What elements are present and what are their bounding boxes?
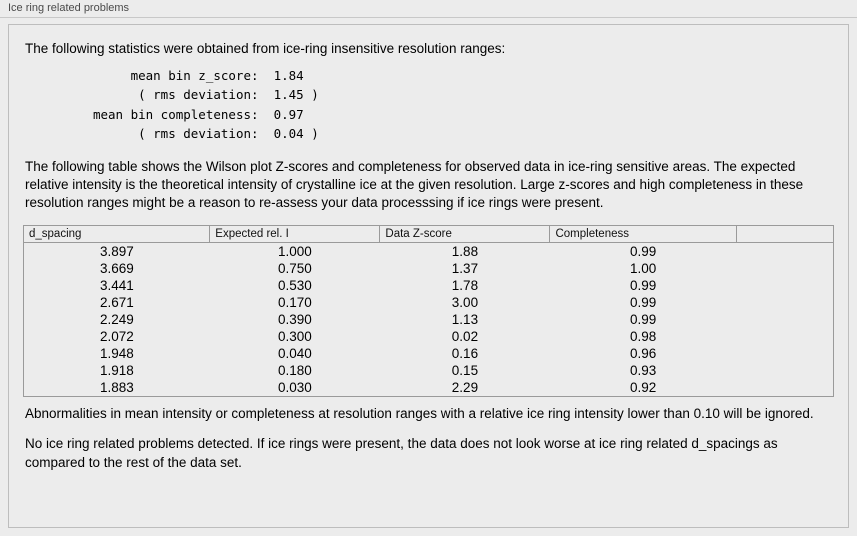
stat-row bbox=[61, 105, 834, 124]
cell-completeness: 0.99 bbox=[629, 294, 657, 310]
cell-spacer bbox=[736, 260, 833, 277]
table-row bbox=[24, 345, 834, 362]
cell-d-spacing: 2.671 bbox=[100, 294, 134, 310]
window-titlebar bbox=[0, 0, 857, 18]
stat-label: mean bin z_score bbox=[130, 68, 251, 83]
table-row bbox=[24, 379, 834, 397]
stat-label: ( rms deviation bbox=[138, 126, 251, 142]
statistics-block bbox=[23, 66, 834, 144]
stat-value: 0.97 bbox=[273, 106, 304, 122]
cell-completeness: 0.93 bbox=[629, 362, 657, 378]
cell-spacer bbox=[736, 362, 833, 379]
cell-data-z-score: 0.16 bbox=[451, 345, 479, 361]
cell-expected-rel-i: 0.180 bbox=[277, 362, 312, 378]
column-header-data-z-score: Data Z-score bbox=[380, 225, 550, 242]
cell-spacer bbox=[736, 277, 833, 294]
stat-sep: : bbox=[251, 87, 259, 103]
stat-value: 1.84 bbox=[273, 68, 304, 83]
cell-d-spacing: 3.669 bbox=[100, 260, 134, 276]
cell-expected-rel-i: 0.390 bbox=[277, 311, 312, 327]
table-row bbox=[24, 328, 834, 345]
column-header-expected-rel-i: Expected rel. I bbox=[210, 225, 380, 242]
report-content-panel bbox=[8, 24, 849, 528]
cell-data-z-score: 1.78 bbox=[451, 277, 479, 293]
cell-completeness: 0.92 bbox=[629, 379, 657, 395]
stat-value: 1.45 ) bbox=[273, 87, 319, 103]
cell-data-z-score: 2.29 bbox=[451, 379, 479, 395]
stat-sep: : bbox=[251, 126, 259, 142]
cell-completeness: 1.00 bbox=[629, 260, 657, 276]
table-row bbox=[24, 362, 834, 379]
cell-d-spacing: 1.948 bbox=[100, 345, 134, 361]
cell-expected-rel-i: 0.040 bbox=[277, 345, 312, 361]
cell-spacer bbox=[736, 345, 833, 362]
stat-row bbox=[61, 124, 834, 143]
table-body bbox=[24, 242, 834, 396]
cell-d-spacing: 1.918 bbox=[100, 362, 134, 378]
cell-spacer bbox=[736, 379, 833, 397]
cell-expected-rel-i: 0.030 bbox=[277, 379, 312, 395]
cell-d-spacing: 1.883 bbox=[100, 379, 134, 395]
cell-data-z-score: 1.37 bbox=[451, 260, 479, 276]
column-header-spacer bbox=[736, 225, 833, 242]
cell-data-z-score: 1.13 bbox=[451, 311, 479, 327]
table-header-row bbox=[24, 225, 834, 242]
stat-label: mean bin completeness bbox=[92, 106, 251, 122]
cell-d-spacing: 3.897 bbox=[100, 243, 134, 259]
stat-sep: : bbox=[251, 68, 259, 83]
cell-d-spacing: 2.249 bbox=[100, 311, 134, 327]
cell-completeness: 0.98 bbox=[629, 328, 657, 344]
table-row bbox=[24, 294, 834, 311]
cell-expected-rel-i: 0.300 bbox=[277, 328, 312, 344]
cell-spacer bbox=[736, 242, 833, 260]
stat-row bbox=[61, 66, 834, 85]
cell-expected-rel-i: 0.530 bbox=[277, 277, 312, 293]
stat-sep: : bbox=[251, 106, 259, 122]
cell-data-z-score: 0.15 bbox=[451, 362, 479, 378]
cell-expected-rel-i: 0.750 bbox=[277, 260, 312, 276]
cell-completeness: 0.96 bbox=[629, 345, 657, 361]
column-header-d-spacing: d_spacing bbox=[24, 225, 210, 242]
table-row bbox=[24, 242, 834, 260]
column-header-completeness: Completeness bbox=[550, 225, 736, 242]
cell-spacer bbox=[736, 311, 833, 328]
cell-d-spacing: 3.441 bbox=[100, 277, 134, 293]
description-text: The following table shows the Wilson plot Z-scores and completeness for observed data in ice-ring sensitive areas. The expected relative intensity is the theoretical intensity of crystalline ice at the given resolution. Large z-scores and high completeness in these resolution ranges might be a reason to re-assess your data processsing if ice rings were present. bbox=[25, 158, 804, 211]
table-row bbox=[24, 311, 834, 328]
intro-text: The following statistics were obtained from ice-ring insensitive resolution ranges: bbox=[25, 41, 506, 56]
cell-completeness: 0.99 bbox=[629, 311, 657, 327]
ice-ring-table bbox=[23, 225, 834, 397]
cell-data-z-score: 3.00 bbox=[451, 294, 479, 310]
cell-completeness: 0.99 bbox=[629, 243, 657, 259]
note-abnormalities: Abnormalities in mean intensity or completeness at resolution ranges with a relative ice ring intensity lower than 0.10 will be ignored. bbox=[25, 405, 814, 421]
cell-d-spacing: 2.072 bbox=[100, 328, 134, 344]
cell-data-z-score: 1.88 bbox=[451, 243, 479, 259]
table-row bbox=[24, 277, 834, 294]
cell-expected-rel-i: 0.170 bbox=[277, 294, 312, 310]
cell-expected-rel-i: 1.000 bbox=[277, 243, 312, 259]
window-title: Ice ring related problems bbox=[8, 2, 130, 14]
stat-row bbox=[61, 85, 834, 104]
table-row bbox=[24, 260, 834, 277]
cell-spacer bbox=[736, 328, 833, 345]
cell-data-z-score: 0.02 bbox=[451, 328, 479, 344]
stat-label: ( rms deviation bbox=[138, 87, 251, 103]
cell-spacer bbox=[736, 294, 833, 311]
stat-value: 0.04 ) bbox=[273, 126, 319, 142]
note-conclusion: No ice ring related problems detected. If ice rings were present, the data does not look worse at ice ring related d_spacings as compared to the rest of the data set. bbox=[25, 436, 778, 470]
cell-completeness: 0.99 bbox=[629, 277, 657, 293]
